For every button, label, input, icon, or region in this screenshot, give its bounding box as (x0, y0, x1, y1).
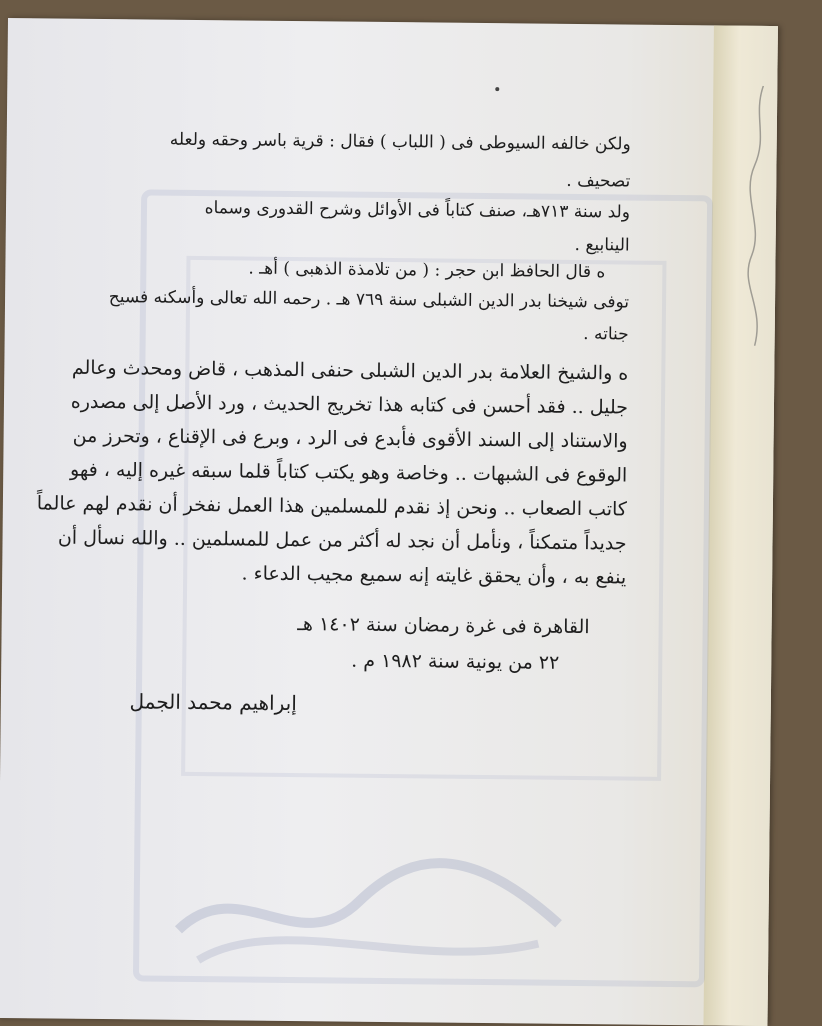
paragraph-line: كاتب الصعاب .. ونحن إذ نقدم للمسلمين هذا العمل نفخر أن نقدم لهم عالماً (36, 492, 628, 521)
date-gregorian: ٢٢ من يونية سنة ١٩٨٢ م . (351, 649, 560, 674)
paragraph-line: ينفع به ، وأن يحقق غايته إنه سميع مجيب الدعاء . (241, 562, 627, 589)
paragraph-line: والاستناد إلى السند الأقوى فأبدع فى الرد ، وبرع فى الإقناع ، وتحرز من (72, 424, 628, 453)
date-hijri: القاهرة فى غرة رمضان سنة ١٤٠٢ هـ (297, 613, 590, 639)
margin-scribble (741, 86, 774, 346)
paragraph-line: ه والشيخ العلامة بدر الدين الشبلى حنفى المذهب ، قاض ومحدث وعالم (71, 356, 629, 385)
text-line: جناته . (583, 324, 629, 345)
faded-seal-drawing (158, 810, 580, 974)
text-line: توفى شيخنا بدر الدين الشبلى سنة ٧٦٩ هـ . رحمه الله تعالى وأسكنه فسيح (108, 287, 630, 313)
book-page (0, 18, 778, 1026)
paragraph-line: جديداً متمكناً ، ونأمل أن نجد له أكثر من عمل للمسلمين .. والله نسأل أن (57, 526, 627, 555)
text-line: ه قال الحافظ ابن حجر : ( من تلامذة الذهبى ) أهـ . (248, 258, 606, 283)
page-dot (495, 87, 499, 91)
page-edge (703, 25, 777, 1026)
text-line: ولكن خالفه السيوطى فى ( اللباب ) فقال : قرية باسر وحقه ولعله (169, 129, 631, 155)
text-line: تصحيف . (566, 170, 631, 192)
paragraph-line: الوقوع فى الشبهات .. وخاصة وهو يكتب كتاباً قلما سبقه غيره إليه ، فهو (70, 458, 628, 487)
text-line: الينابيع . (574, 234, 630, 256)
paragraph-line: جليل .. فقد أحسن فى كتابه هذا تخريج الحديث ، ورد الأصل إلى مصدره (70, 390, 629, 419)
text-line: ولد سنة ٧١٣هـ، صنف كتاباً فى الأوائل وشرح القدورى وسماه (204, 198, 631, 223)
author-signature: إبراهيم محمد الجمل (129, 689, 297, 716)
